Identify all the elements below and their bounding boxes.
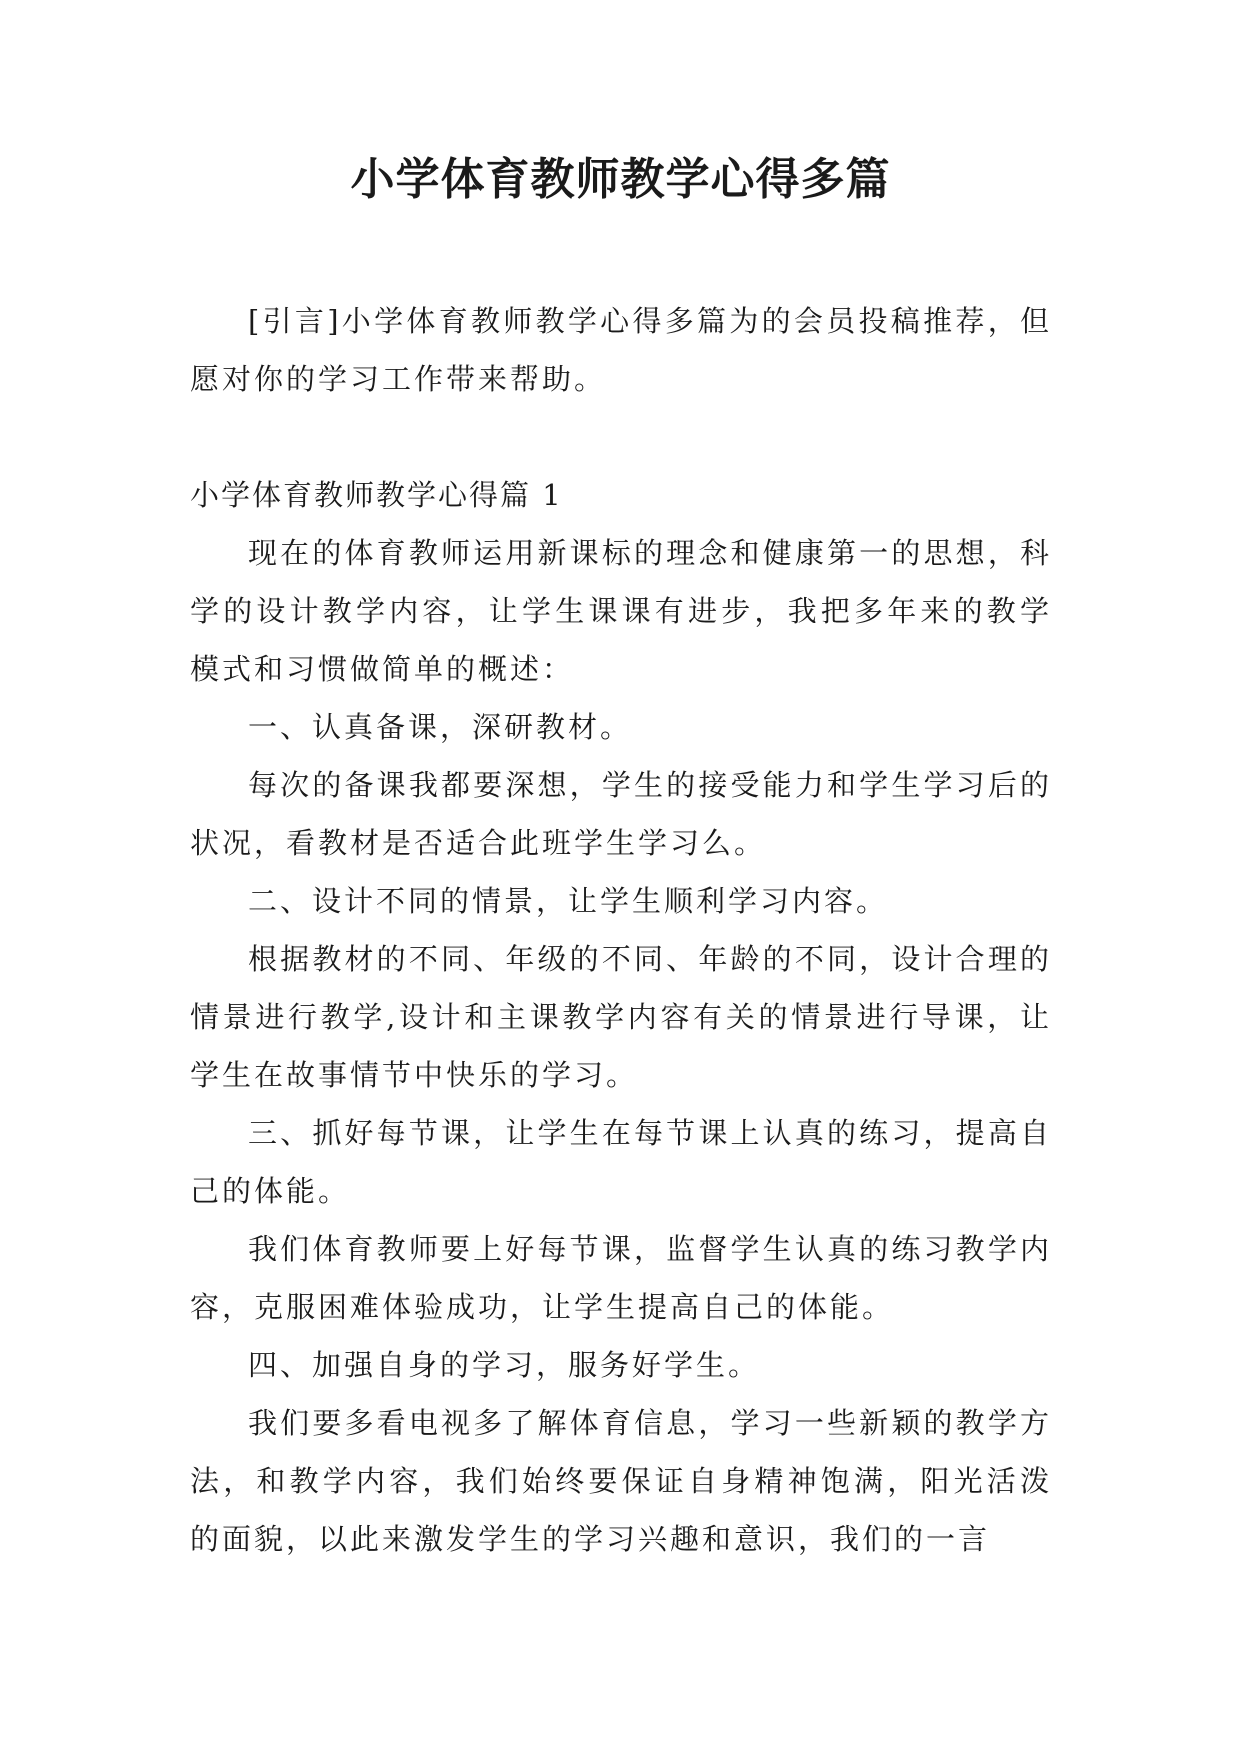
- body-paragraph: 一、认真备课，深研教材。: [248, 710, 633, 744]
- body-paragraph: 二、设计不同的情景，让学生顺利学习内容。: [248, 884, 889, 918]
- body-paragraph: 我们要多看电视多了解体育信息，学习一些新颖的教学方法，和教学内容，我们始终要保证自身精神饱满，阳光活泼的面貌，以此来激发学生的学习兴趣和意识，我们的一言: [190, 1406, 1052, 1556]
- body-paragraph: 我们体育教师要上好每节课，监督学生认真的练习教学内容，克服困难体验成功，让学生提高自己的体能。: [190, 1232, 1052, 1324]
- document-body: [190, 292, 1052, 1568]
- section-heading: 小学体育教师教学心得篇 1: [190, 478, 563, 512]
- spacer: [190, 408, 1052, 466]
- body-paragraph: 根据教材的不同、年级的不同、年龄的不同，设计合理的情景进行教学,设计和主课教学内容有关的情景进行导课，让学生在故事情节中快乐的学习。: [190, 942, 1052, 1092]
- document-title: 小学体育教师教学心得多篇: [350, 154, 891, 205]
- body-paragraph: 每次的备课我都要深想，学生的接受能力和学生学习后的状况，看教材是否适合此班学生学习么。: [190, 768, 1052, 860]
- body-paragraph: 三、抓好每节课，让学生在每节课上认真的练习，提高自己的体能。: [190, 1116, 1052, 1208]
- body-paragraph: 四、加强自身的学习，服务好学生。: [248, 1348, 761, 1382]
- body-paragraph: 现在的体育教师运用新课标的理念和健康第一的思想，科学的设计教学内容，让学生课课有进步，我把多年来的教学模式和习惯做简单的概述：: [190, 536, 1052, 686]
- intro-paragraph: [引言]小学体育教师教学心得多篇为的会员投稿推荐，但愿对你的学习工作带来帮助。: [190, 304, 1052, 396]
